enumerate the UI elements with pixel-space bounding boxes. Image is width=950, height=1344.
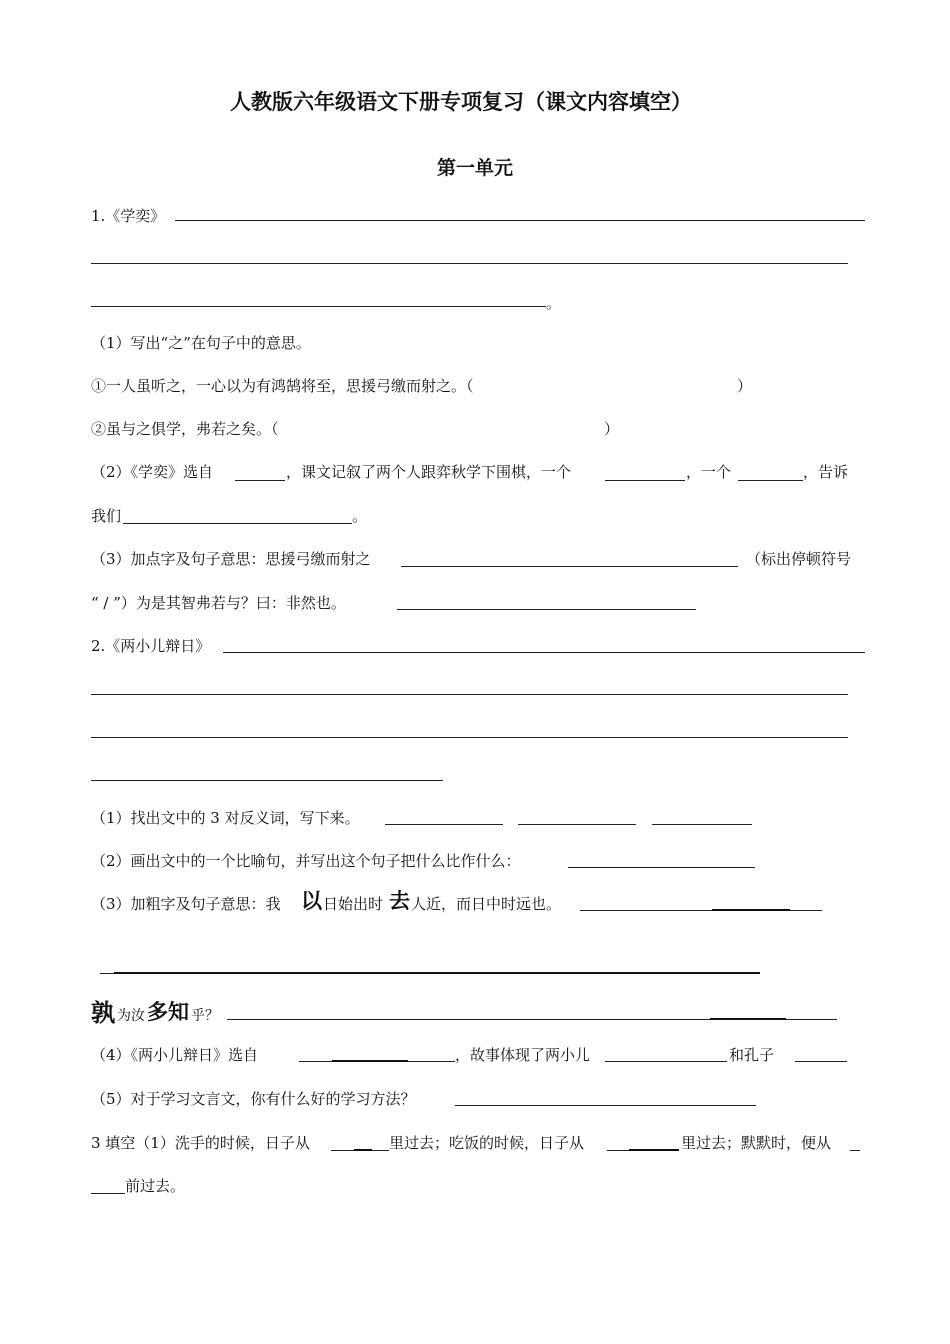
q2-sub3a: （3）加粗字及句子意思：我 [91,895,281,913]
q2-sub3b: 日始出时 [323,895,384,913]
q2-sub3-bold-shu: 孰 [91,999,115,1027]
q3-part-c: 里过去；默默时，便从 [681,1134,832,1152]
q2-sub3-blank-1-bold [712,909,790,911]
q1-sub2-blank-source[interactable] [235,480,285,481]
q1-end-mark: 。 [546,294,562,312]
q2-sub4-blank-source-bold [332,1060,408,1062]
q2-sub1: （1）找出文中的 3 对反义词，写下来。 [91,809,360,827]
q1-sub2f: 。 [352,507,368,525]
q3-blank-2-bold [629,1149,679,1151]
q2-sub5-blank[interactable] [455,1105,756,1106]
q2-sub3-hu: 乎？ [191,1008,219,1024]
q2-sub3-bold-qu: 去 [389,889,410,913]
q3-part-b: 里过去；吃饭的时候，日子从 [389,1134,585,1152]
unit-heading: 第一单元 [437,157,514,179]
q1-sub1: （1）写出“之”在句子中的意思。 [91,334,311,352]
q2-sub1-blank-1[interactable] [385,824,503,825]
q1-sub2d: ，告诉 [803,463,849,481]
q3-blank-1-bold [354,1149,372,1151]
q2-answer-line-1[interactable] [223,652,865,653]
q1-answer-line-3[interactable] [91,306,546,307]
q3-part-d: 前过去。 [125,1177,186,1195]
q1-sub3c: “ / ”）为是其智弗若与？曰：非然也。 [91,594,346,612]
q2-sub4-blank-confucius[interactable] [795,1061,847,1062]
q2-sub3-blank-2[interactable] [114,972,760,974]
q1-answer-line-1[interactable] [175,220,865,221]
q1-sub1b-blank[interactable]: ） [604,420,620,438]
q2-sub5: （5）对于学习文言文，你有什么好的学习方法？ [91,1090,416,1108]
q2-answer-line-3[interactable] [91,737,848,738]
q2-sub3-bold-yi: 以 [301,889,322,913]
q1-sub2c: ，一个 [686,463,732,481]
q1-sub3-blank-2[interactable] [397,609,696,610]
q3-blank-3-end[interactable] [91,1193,125,1194]
q1-sub2-blank-person2[interactable] [738,480,803,481]
document-title: 人教版六年级语文下册专项复习（课文内容填空） [230,90,692,114]
q2-answer-line-4[interactable] [91,780,443,781]
q2-sub3-wei-ru: 为汝 [117,1008,145,1024]
q2-sub3-blank-3-bold [710,1018,786,1020]
q3-blank-3-start[interactable] [850,1150,860,1151]
q1-sub3b: （标出停顿符号 [746,550,852,568]
q1-sub2-blank-person1[interactable] [605,480,685,481]
q2-answer-line-2[interactable] [91,694,848,695]
q2-sub3-blank-2-short[interactable] [100,973,114,974]
q2-sub2-blank[interactable] [568,867,755,868]
q1-sub2a: （2）《学奕》选自 [91,463,214,481]
q1-answer-line-2[interactable] [91,263,848,264]
q1-sub2b: ，课文记叙了两个人跟弈秋学下围棋，一个 [286,463,572,481]
q1-sub2e: 我们 [91,507,122,525]
q2-sub4c: 和孔子 [729,1046,775,1064]
q1-sub3a: （3）加点字及句子意思：思援弓缴而射之 [91,550,371,568]
q2-sub4-blank-children[interactable] [605,1061,727,1062]
q1-sub1a: ①一人虽听之，一心以为有鸿鹄将至，思援弓缴而射之。（ [91,377,474,395]
q3-part-a: 3 填空（1）洗手的时候，日子从 [91,1134,310,1152]
q1-sub2-blank-lesson[interactable] [123,523,352,524]
q1-label: 1.《学奕》 [91,207,166,225]
q2-sub4b: ，故事体现了两小儿 [455,1046,591,1064]
q2-sub4a: （4）《两小儿辩日》选自 [91,1046,259,1064]
q2-sub3c: 人近，而日中时远也。 [411,895,562,913]
q2-sub1-blank-2[interactable] [518,824,636,825]
q2-sub3-bold-duozhi: 多知 [147,1000,189,1024]
q2-sub2: （2）画出文中的一个比喻句，并写出这个句子把什么比作什么： [91,852,521,870]
q2-label: 2.《两小儿辩日》 [91,637,211,655]
q2-sub1-blank-3[interactable] [652,824,752,825]
q1-sub1b: ②虽与之俱学，弗若之矣。（ [91,420,279,438]
q1-sub1a-blank[interactable]: ） [737,377,753,395]
q1-sub3-blank-1[interactable] [401,566,738,567]
